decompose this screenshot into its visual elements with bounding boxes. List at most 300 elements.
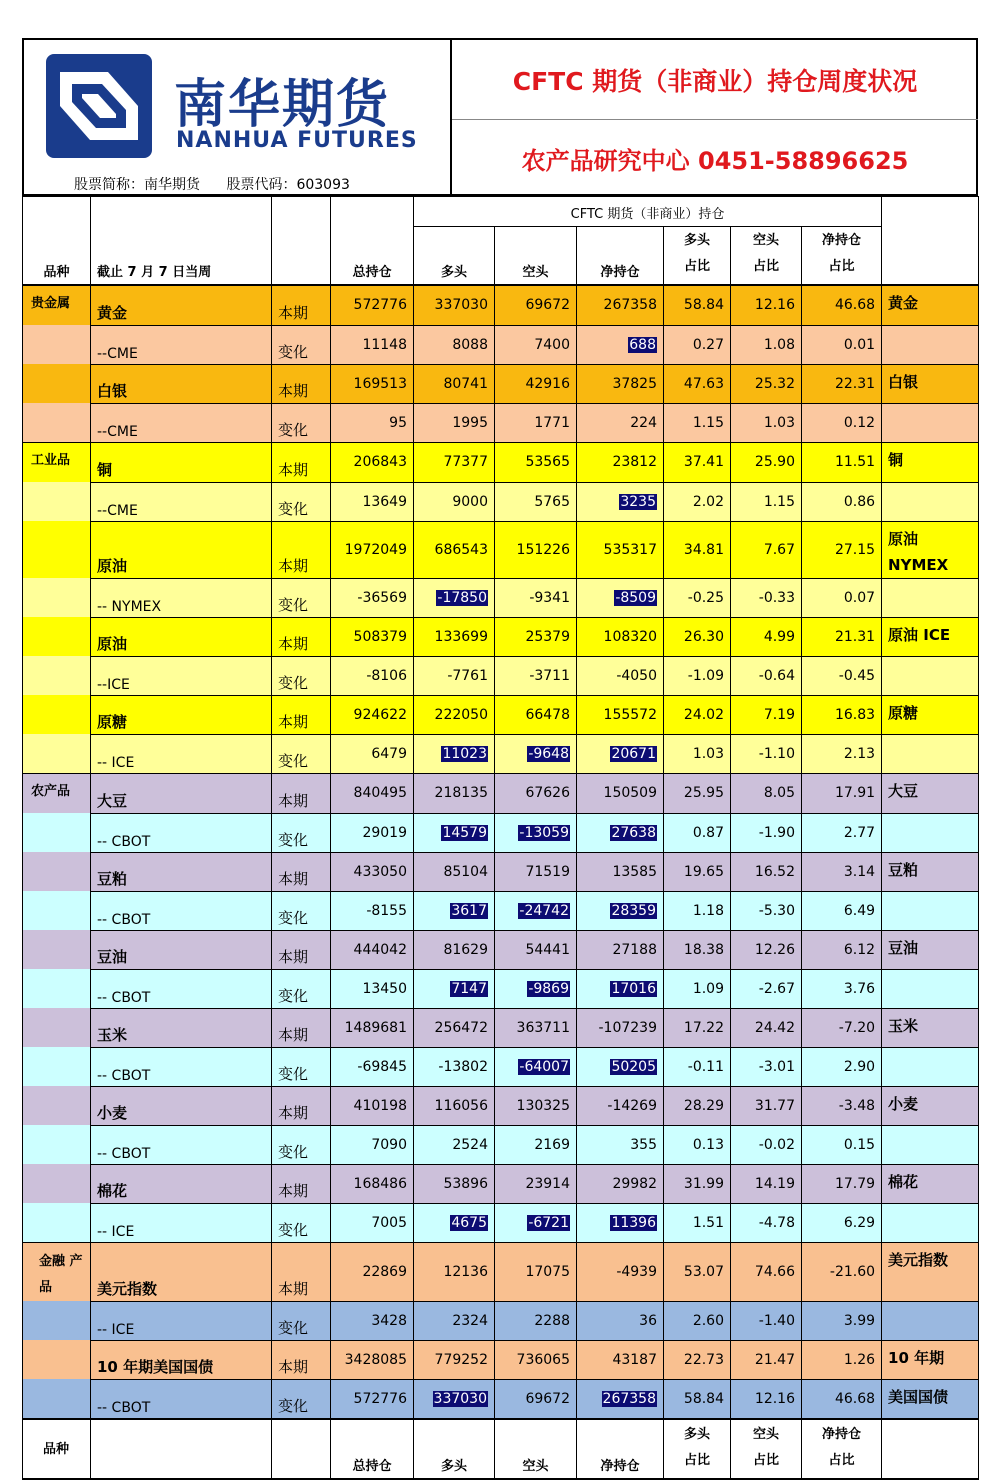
period-cell: 变化 [272,969,331,1008]
long-pct-cell: 0.27 [664,325,731,364]
table-row [23,521,979,578]
product-name-cell: 棉花 [91,1164,272,1203]
net-pct-cell: 46.68 [802,1379,882,1419]
long-cell [414,1203,495,1243]
product-name-cell: 玉米 [91,1008,272,1047]
total-cell: 7090 [331,1125,414,1164]
long-cell: 85104 [414,852,495,891]
long-pct-cell: 19.65 [664,852,731,891]
highlighted-value: 4675 [451,1214,487,1231]
short-pct-cell: 16.52 [731,852,802,891]
long-pct-cell: 1.18 [664,891,731,930]
long-cell: 256472 [414,1008,495,1047]
net-cell: -107239 [577,1008,664,1047]
long-pct-cell: 58.84 [664,1379,731,1419]
table-row [23,1203,979,1243]
short-pct-cell: 74.66 [731,1243,802,1302]
short-cell: 17075 [495,1243,577,1302]
long-cell [414,578,495,617]
long-pct-cell: 1.15 [664,403,731,443]
highlighted-value: -9648 [528,745,569,762]
period-cell: 变化 [272,482,331,521]
right-label-cell: 美元指数 [882,1243,979,1302]
net-pct-cell: -7.20 [802,1008,882,1047]
research-center: 农产品研究中心 0451-58896625 [521,146,909,175]
footer-col-net-pct: 净持仓 占比 [802,1419,882,1479]
total-cell: 924622 [331,695,414,734]
long-cell: 9000 [414,482,495,521]
net-pct-cell: 3.14 [802,852,882,891]
product-name-cell: 大豆 [91,774,272,814]
short-pct-cell: -1.40 [731,1301,802,1340]
long-cell [414,1379,495,1419]
long-pct-cell: -0.25 [664,578,731,617]
total-cell: 95 [331,403,414,443]
net-pct-cell: 17.91 [802,774,882,814]
product-name-cell: -- CBOT [91,1125,272,1164]
long-cell: 222050 [414,695,495,734]
total-cell: 29019 [331,813,414,852]
period-cell: 变化 [272,813,331,852]
product-name-cell: -- ICE [91,1203,272,1243]
category-cell [23,1164,91,1203]
right-label-cell: 豆粕 [882,852,979,891]
short-pct-cell: 14.19 [731,1164,802,1203]
short-cell: -9341 [495,578,577,617]
right-label-cell [882,1203,979,1243]
net-pct-cell: 3.99 [802,1301,882,1340]
short-cell: 7400 [495,325,577,364]
logo-chinese-text: 南华期货 [174,75,391,135]
net-cell: 43187 [577,1340,664,1379]
period-cell: 本期 [272,364,331,403]
right-label-cell: 原油 NYMEX [882,521,979,578]
net-pct-cell: 6.12 [802,930,882,969]
right-label-cell [882,578,979,617]
right-label-cell [882,1047,979,1086]
category-cell [23,656,91,695]
short-cell: 54441 [495,930,577,969]
col-short-pct: 空头 占比 [731,226,802,285]
table-row [23,734,979,774]
col-total: 总持仓 [331,226,414,285]
table-row [23,443,979,483]
highlighted-value: 20671 [611,745,656,762]
highlighted-value: 28359 [611,902,656,919]
long-pct-cell: 2.60 [664,1301,731,1340]
net-cell: 108320 [577,617,664,656]
category-cell: 工业品 [23,443,91,483]
short-cell [495,734,577,774]
table-row [23,403,979,443]
net-pct-cell: 22.31 [802,364,882,403]
highlighted-value: -6721 [528,1214,569,1231]
right-label-cell: 豆油 [882,930,979,969]
table-row [23,617,979,656]
short-pct-cell: 7.67 [731,521,802,578]
short-cell: 151226 [495,521,577,578]
category-cell [23,969,91,1008]
period-cell: 本期 [272,1086,331,1125]
long-pct-cell: 53.07 [664,1243,731,1302]
long-cell: 77377 [414,443,495,483]
net-cell: 267358 [577,285,664,325]
short-cell: 5765 [495,482,577,521]
category-cell: 金融 产品 [23,1243,91,1302]
short-pct-cell: 7.19 [731,695,802,734]
long-cell [414,891,495,930]
highlighted-value: -8509 [615,589,656,606]
col-long: 多头 [414,226,495,285]
table-row [23,813,979,852]
short-cell: 25379 [495,617,577,656]
right-label-cell: 原糖 [882,695,979,734]
long-pct-cell: 1.09 [664,969,731,1008]
product-name-cell: --CME [91,403,272,443]
footer-col-net: 净持仓 [577,1419,664,1479]
table-row [23,285,979,325]
short-pct-cell: -4.78 [731,1203,802,1243]
table-row [23,891,979,930]
short-pct-cell: 12.26 [731,930,802,969]
period-cell: 本期 [272,852,331,891]
short-cell [495,969,577,1008]
long-pct-cell: 0.13 [664,1125,731,1164]
table-row [23,482,979,521]
short-cell [495,891,577,930]
long-pct-cell: 28.29 [664,1086,731,1125]
right-label-cell: 棉花 [882,1164,979,1203]
product-name-cell: --CME [91,325,272,364]
col-short: 空头 [495,226,577,285]
period-cell: 变化 [272,325,331,364]
net-cell: 36 [577,1301,664,1340]
total-cell: 433050 [331,852,414,891]
total-cell: -8106 [331,656,414,695]
long-cell: -7761 [414,656,495,695]
short-pct-cell: 25.32 [731,364,802,403]
table-row [23,364,979,403]
total-cell: 572776 [331,285,414,325]
short-pct-cell: -5.30 [731,891,802,930]
category-cell [23,1379,91,1419]
footer-col-blank [882,1419,979,1479]
net-cell: 224 [577,403,664,443]
period-cell: 本期 [272,774,331,814]
right-label-cell: 小麦 [882,1086,979,1125]
period-cell: 变化 [272,1125,331,1164]
long-cell [414,734,495,774]
short-pct-cell: 24.42 [731,1008,802,1047]
col-net-pct: 净持仓 占比 [802,226,882,285]
long-cell: -13802 [414,1047,495,1086]
nanhua-logo-icon [46,54,152,158]
table-row [23,695,979,734]
center-area [452,120,978,196]
short-cell [495,813,577,852]
table-row [23,1164,979,1203]
stock-abbr: 股票简称：南华期货 [74,177,200,193]
short-pct-cell: 21.47 [731,1340,802,1379]
right-label-cell [882,813,979,852]
product-name-cell: 原油 [91,617,272,656]
net-cell: 23812 [577,443,664,483]
short-pct-cell: -3.01 [731,1047,802,1086]
net-cell [577,1047,664,1086]
category-cell [23,521,91,578]
long-cell: 133699 [414,617,495,656]
highlighted-value: 11396 [611,1214,656,1231]
net-pct-cell: 46.68 [802,285,882,325]
long-pct-cell: 1.03 [664,734,731,774]
cftc-positions-table [22,196,979,1480]
short-cell: 2288 [495,1301,577,1340]
category-cell: 贵金属 [23,285,91,325]
table-row [23,969,979,1008]
short-cell: 53565 [495,443,577,483]
total-cell: 572776 [331,1379,414,1419]
net-pct-cell: 0.86 [802,482,882,521]
long-cell: 2324 [414,1301,495,1340]
short-pct-cell: 31.77 [731,1086,802,1125]
category-cell [23,1086,91,1125]
period-cell: 本期 [272,521,331,578]
net-pct-cell: 0.15 [802,1125,882,1164]
category-cell [23,813,91,852]
header-row-1 [23,197,979,227]
category-cell [23,1047,91,1086]
category-cell [23,734,91,774]
short-pct-cell: -1.10 [731,734,802,774]
right-label-cell [882,403,979,443]
category-cell [23,578,91,617]
product-name-cell: -- ICE [91,1301,272,1340]
category-cell [23,1125,91,1164]
short-pct-cell: -1.90 [731,813,802,852]
category-cell [23,852,91,891]
footer-header-row [23,1419,979,1479]
product-name-cell: 豆油 [91,930,272,969]
stock-info [74,174,372,194]
net-pct-cell: 11.51 [802,443,882,483]
long-cell: 2524 [414,1125,495,1164]
net-cell [577,578,664,617]
short-pct-cell: -2.67 [731,969,802,1008]
net-pct-cell: 0.01 [802,325,882,364]
total-cell: 840495 [331,774,414,814]
report-header [22,38,978,196]
right-label-cell [882,1125,979,1164]
short-pct-cell: -0.33 [731,578,802,617]
product-name-cell: 原糖 [91,695,272,734]
short-cell: 736065 [495,1340,577,1379]
total-cell: -36569 [331,578,414,617]
product-name-cell: -- CBOT [91,969,272,1008]
long-cell: 116056 [414,1086,495,1125]
net-cell: 37825 [577,364,664,403]
net-cell: 535317 [577,521,664,578]
logo-english-text: NANHUA FUTURES [176,128,418,153]
table-row [23,656,979,695]
long-pct-cell: 24.02 [664,695,731,734]
net-cell [577,734,664,774]
short-pct-cell: 8.05 [731,774,802,814]
report-title: CFTC 期货（非商业）持仓周度状况 [512,66,918,96]
category-cell [23,617,91,656]
net-pct-cell: 21.31 [802,617,882,656]
col-long-pct: 多头 占比 [664,226,731,285]
highlighted-value: 11023 [442,745,487,762]
net-pct-cell: 1.26 [802,1340,882,1379]
right-label-cell [882,969,979,1008]
long-pct-cell: 17.22 [664,1008,731,1047]
short-pct-cell: 1.15 [731,482,802,521]
right-label-cell [882,1301,979,1340]
short-pct-cell: 12.16 [731,285,802,325]
long-pct-cell: 0.87 [664,813,731,852]
total-cell: 168486 [331,1164,414,1203]
net-cell [577,813,664,852]
highlighted-value: -13059 [519,824,569,841]
category-cell [23,1008,91,1047]
table-row [23,1243,979,1302]
highlighted-value: 267358 [602,1390,656,1407]
table-row [23,1301,979,1340]
period-cell: 本期 [272,443,331,483]
net-cell [577,891,664,930]
net-cell: -4050 [577,656,664,695]
right-label-cell: 原油 ICE [882,617,979,656]
product-name-cell: -- CBOT [91,813,272,852]
period-cell: 变化 [272,891,331,930]
table-row [23,1008,979,1047]
title-area [452,40,978,120]
col-category: 品种 [23,226,91,285]
total-cell: 11148 [331,325,414,364]
category-cell [23,891,91,930]
period-cell: 变化 [272,1379,331,1419]
long-pct-cell: 58.84 [664,285,731,325]
table-row [23,1379,979,1419]
right-label-cell: 大豆 [882,774,979,814]
short-cell: 67626 [495,774,577,814]
footer-col-long: 多头 [414,1419,495,1479]
product-name-cell: -- CBOT [91,891,272,930]
product-name-cell: 美元指数 [91,1243,272,1302]
long-pct-cell: 34.81 [664,521,731,578]
period-cell: 变化 [272,656,331,695]
long-pct-cell: 26.30 [664,617,731,656]
category-cell [23,482,91,521]
right-label-cell [882,325,979,364]
highlighted-value: -24742 [519,902,569,919]
category-cell [23,403,91,443]
total-cell: 3428085 [331,1340,414,1379]
right-label-cell: 玉米 [882,1008,979,1047]
period-cell: 变化 [272,1301,331,1340]
highlighted-value: 3235 [620,493,656,510]
short-cell: -3711 [495,656,577,695]
net-cell: 13585 [577,852,664,891]
total-cell: 22869 [331,1243,414,1302]
table-row [23,930,979,969]
table-row [23,1340,979,1379]
total-cell: 206843 [331,443,414,483]
right-label-cell: 白银 [882,364,979,403]
net-cell [577,1203,664,1243]
product-name-cell: 黄金 [91,285,272,325]
highlighted-value: 7147 [451,980,487,997]
long-pct-cell: 37.41 [664,443,731,483]
total-cell: -69845 [331,1047,414,1086]
period-cell: 本期 [272,695,331,734]
net-cell: 27188 [577,930,664,969]
short-pct-cell: 12.16 [731,1379,802,1419]
total-cell: 1972049 [331,521,414,578]
long-pct-cell: 25.95 [664,774,731,814]
net-cell: -4939 [577,1243,664,1302]
product-name-cell: 铜 [91,443,272,483]
right-label-cell: 黄金 [882,285,979,325]
right-label-cell: 美国国债 [882,1379,979,1419]
net-pct-cell: 0.12 [802,403,882,443]
short-pct-cell: -0.02 [731,1125,802,1164]
short-cell [495,1047,577,1086]
short-cell: 2169 [495,1125,577,1164]
long-pct-cell: 18.38 [664,930,731,969]
short-cell: 130325 [495,1086,577,1125]
period-cell: 本期 [272,617,331,656]
net-cell: 155572 [577,695,664,734]
highlighted-value: -64007 [519,1058,569,1075]
product-name-cell: 豆粕 [91,852,272,891]
category-cell: 农产品 [23,774,91,814]
period-cell: 本期 [272,1340,331,1379]
short-pct-cell: 25.90 [731,443,802,483]
net-pct-cell: -3.48 [802,1086,882,1125]
table-row [23,578,979,617]
net-pct-cell: 6.29 [802,1203,882,1243]
short-cell: 71519 [495,852,577,891]
total-cell: 13649 [331,482,414,521]
net-pct-cell: -21.60 [802,1243,882,1302]
highlighted-value: 688 [629,336,656,353]
product-name-cell: -- CBOT [91,1047,272,1086]
short-pct-cell: -0.64 [731,656,802,695]
net-cell [577,482,664,521]
total-cell: 444042 [331,930,414,969]
table-row [23,1047,979,1086]
total-cell: 508379 [331,617,414,656]
footer-col-short: 空头 [495,1419,577,1479]
col-week: 截止 7 月 7 日当周 [91,226,272,285]
short-pct-cell: 1.08 [731,325,802,364]
highlighted-value: 17016 [611,980,656,997]
table-row [23,1125,979,1164]
stock-code: 股票代码：603093 [226,177,350,193]
category-cell [23,695,91,734]
logo-area [24,40,452,196]
col-net: 净持仓 [577,226,664,285]
total-cell: 1489681 [331,1008,414,1047]
period-cell: 变化 [272,403,331,443]
product-name-cell: 原油 [91,521,272,578]
net-pct-cell: 2.90 [802,1047,882,1086]
long-cell: 12136 [414,1243,495,1302]
long-cell: 686543 [414,521,495,578]
total-cell: -8155 [331,891,414,930]
footer-col-total: 总持仓 [331,1419,414,1479]
